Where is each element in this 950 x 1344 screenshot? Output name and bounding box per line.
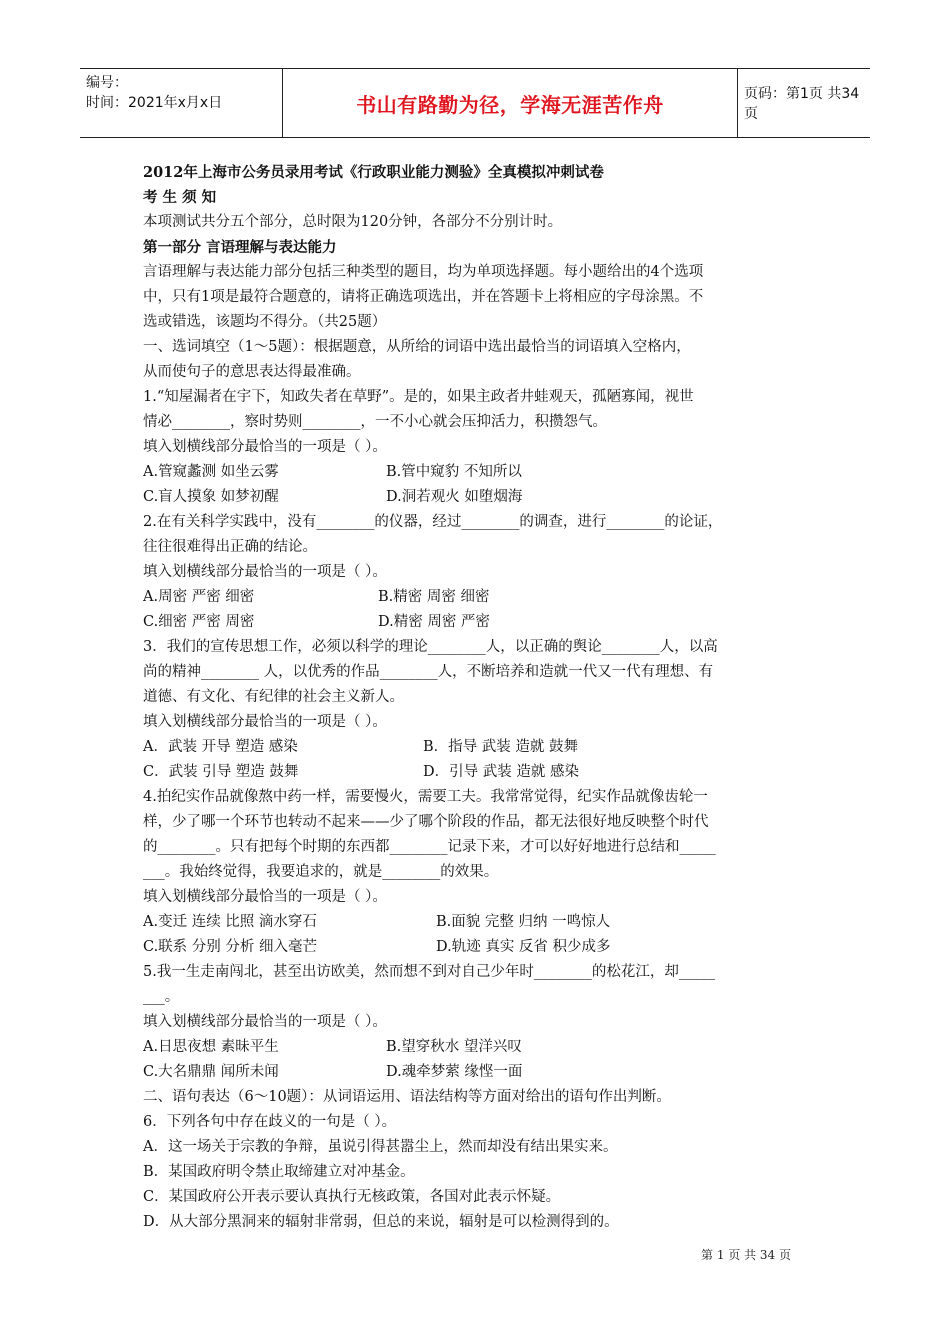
option-row	[143, 760, 815, 785]
option-a: A.日思夜想 素昧平生	[143, 1039, 279, 1055]
header-motto-cell	[282, 69, 738, 137]
option-row	[143, 910, 815, 935]
option-row	[143, 935, 815, 960]
number-label: 编号：	[86, 75, 128, 91]
option-c: C.盲人摸象 如梦初醒	[143, 489, 279, 505]
question-stem: 5.我一生走南闯北，甚至出访欧美，然而想不到对自己少年时________的松花江，却_____	[143, 964, 716, 980]
question-stem: 6．下列各句中存在歧义的一句是（ ）。	[143, 1114, 397, 1130]
question-stem: ___。	[143, 989, 180, 1005]
option-a: A.变迁 连续 比照 滴水穿石	[143, 914, 317, 930]
option-c: C.联系 分别 分析 细入毫芒	[143, 939, 318, 955]
option-row	[143, 735, 815, 760]
question-prompt: 填入划横线部分最恰当的一项是（ ）。	[143, 889, 387, 905]
option-a: A.管窥蠡测 如坐云雾	[143, 464, 279, 480]
part1-heading: 第一部分 言语理解与表达能力	[143, 239, 337, 256]
question-stem: 3．我们的宣传思想工作，必须以科学的理论________人，以正确的舆论________人，以高	[143, 639, 718, 655]
section-intro-line: 二、语句表达（6～10题）：从词语运用、语法结构等方面对给出的语句作出判断。	[143, 1089, 671, 1105]
question-prompt: 填入划横线部分最恰当的一项是（ ）。	[143, 439, 387, 455]
question-stem: 1.“知屋漏者在宇下，知政失者在草野”。是的，如果主政者井蛙观天，孤陋寡闻，视世	[143, 389, 694, 405]
option-d: D.轨迹 真实 反省 积少成多	[436, 939, 611, 955]
question-stem: 情必________，察时势则________，一不小心就会压抑活力，积攒怨气。	[143, 414, 607, 430]
option-b: B．指导 武装 造就 鼓舞	[423, 739, 578, 755]
time-label: 时间：2021年x月x日	[86, 95, 223, 111]
option-c: C.细密 严密 周密	[143, 614, 255, 630]
option-c: C．武装 引导 塑造 鼓舞	[143, 764, 299, 780]
option-a: A．武装 开导 塑造 感染	[143, 739, 298, 755]
option-c: C.大名鼎鼎 闻所未闻	[143, 1064, 279, 1080]
option-d: D.精密 周密 严密	[378, 614, 490, 630]
option-a: A．这一场关于宗教的争辩，虽说引得甚嚣尘上，然而却没有结出果实来。	[143, 1139, 618, 1155]
page-info: 页码：第1页 共34页	[744, 86, 860, 122]
paragraph-line: 中，只有1项是最符合题意的，请将正确选项选出，并在答题卡上将相应的字母涂黑。不	[143, 289, 704, 305]
option-row	[143, 1035, 815, 1060]
question-stem: 样，少了哪一个环节也转动不起来——少了哪个阶段的作品，都无法很好地反映整个时代	[143, 814, 709, 830]
option-d: D.洞若观火 如堕烟海	[386, 489, 523, 505]
notice-heading: 考 生 须 知	[143, 189, 217, 206]
paragraph-line: 选或错选，该题均不得分。（共25题）	[143, 314, 387, 330]
page-footer	[0, 1246, 950, 1263]
option-b: B．某国政府明令禁止取缔建立对冲基金。	[143, 1164, 415, 1180]
question-stem: 尚的精神________ 人，以优秀的作品________人，不断培养和造就一代又一代有理想、有	[143, 664, 714, 680]
option-a: A.周密 严密 细密	[143, 589, 255, 605]
section-intro-line: 从而使句子的意思表达得最准确。	[143, 364, 361, 380]
question-stem: 的________。只有把每个时期的东西都________记录下来，才可以好好地进行总结和_____	[143, 839, 716, 855]
question-prompt: 填入划横线部分最恰当的一项是（ ）。	[143, 564, 387, 580]
option-b: B.面貌 完整 归纳 一鸣惊人	[436, 914, 611, 930]
option-d: D．从大部分黑洞来的辐射非常弱，但总的来说，辐射是可以检测得到的。	[143, 1214, 619, 1230]
question-stem: 2.在有关科学实践中，没有________的仪器，经过________的调查，进行________的论证，	[143, 514, 723, 530]
option-b: B.管中窥豹 不知所以	[386, 464, 522, 480]
document-body	[143, 160, 815, 1235]
question-stem: 4.拍纪实作品就像熬中药一样，需要慢火，需要工夫。我常常觉得，纪实作品就像齿轮一	[143, 789, 708, 805]
option-row	[143, 485, 815, 510]
option-b: B.望穿秋水 望洋兴叹	[386, 1039, 522, 1055]
section-intro-line: 一、选词填空（1～5题）：根据题意，从所给的词语中选出最恰当的词语填入空格内，	[143, 339, 691, 355]
page-header	[80, 68, 870, 138]
question-prompt: 填入划横线部分最恰当的一项是（ ）。	[143, 714, 387, 730]
question-stem: 往往很难得出正确的结论。	[143, 539, 317, 555]
option-row	[143, 1060, 815, 1085]
doc-title: 2012年上海市公务员录用考试《行政职业能力测验》全真模拟冲刺试卷	[143, 164, 604, 181]
question-prompt: 填入划横线部分最恰当的一项是（ ）。	[143, 1014, 387, 1030]
header-meta	[86, 73, 282, 113]
motto: 书山有路勤为径，学海无涯苦作舟	[356, 92, 664, 117]
question-stem: ___。我始终觉得，我要追求的，就是________的效果。	[143, 864, 499, 880]
option-b: B.精密 周密 细密	[378, 589, 490, 605]
option-d: D．引导 武装 造就 感染	[423, 764, 579, 780]
option-row	[143, 585, 815, 610]
paragraph-line: 言语理解与表达能力部分包括三种类型的题目，均为单项选择题。每小题给出的4个选项	[143, 264, 704, 280]
option-d: D.魂牵梦萦 缘悭一面	[386, 1064, 523, 1080]
option-c: C．某国政府公开表示要认真执行无核政策，各国对此表示怀疑。	[143, 1189, 561, 1205]
option-row	[143, 610, 815, 635]
question-stem: 道德、有文化、有纪律的社会主义新人。	[143, 689, 404, 705]
option-row	[143, 460, 815, 485]
footer-page-number: 第 1 页 共 34 页	[701, 1248, 791, 1262]
notice-text: 本项测试共分五个部分，总时限为120分钟，各部分不分别计时。	[143, 214, 563, 230]
